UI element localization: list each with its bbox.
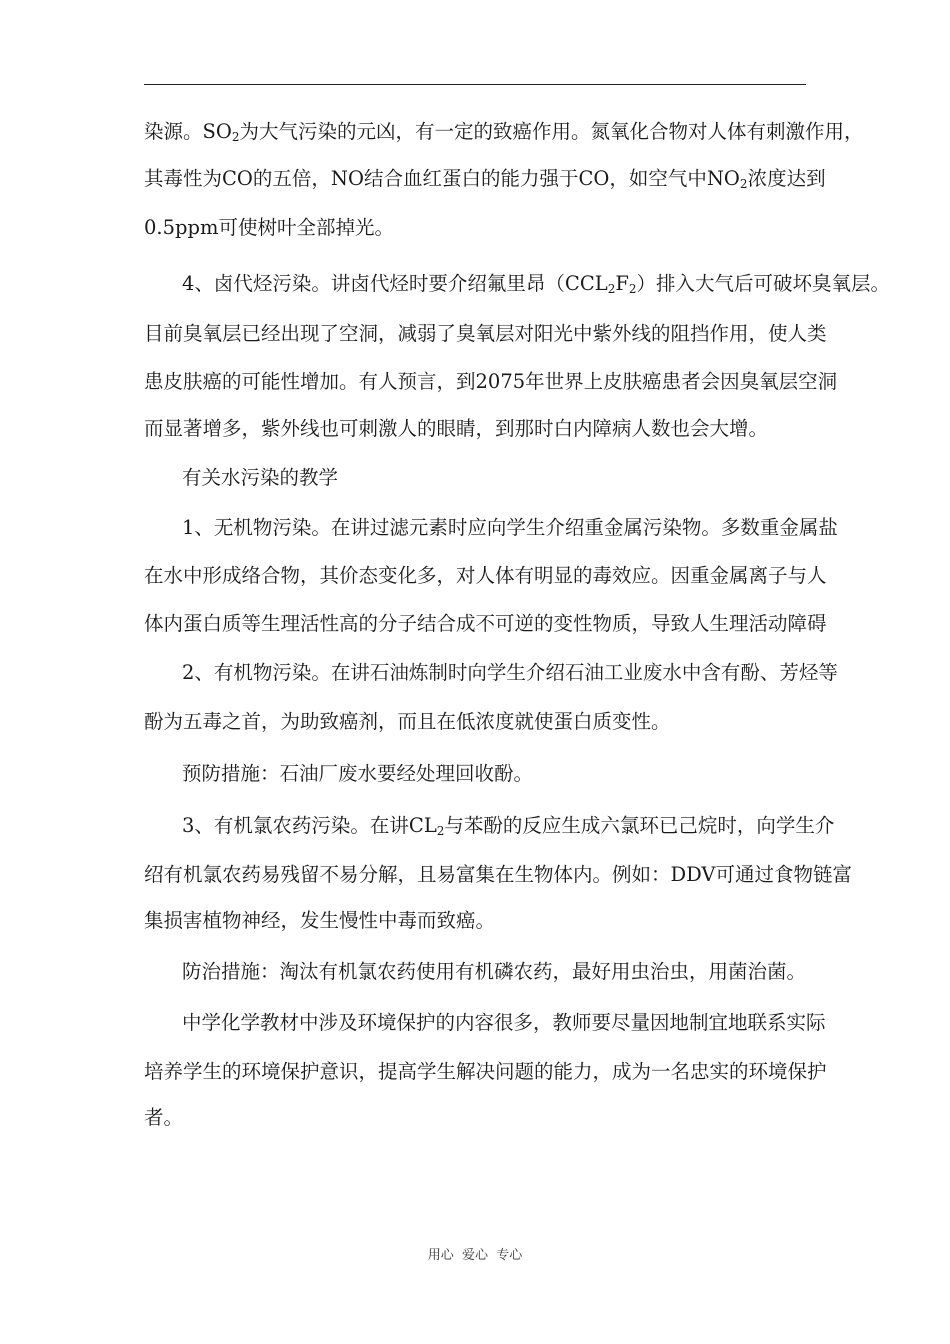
text-run: 体内蛋白质等生理活性高的分子结合成不可逆的变性物质，导致人生理活动障碍 [144, 612, 827, 635]
text-line [144, 214, 394, 242]
paragraph-first-line [182, 812, 834, 840]
text-line [144, 165, 826, 193]
text-run: 酚为五毒之首，为助致癌剂，而且在低浓度就使蛋白质变性。 [144, 710, 671, 733]
page-footer: 用心 爱心 专心 [427, 1248, 523, 1263]
section-heading [182, 464, 338, 492]
text-run: 预防措施：石油厂废水要经处理回收酚。 [182, 762, 534, 785]
text-run: 3、有机氯农药污染。在讲CL [182, 814, 437, 837]
text-line [144, 610, 827, 638]
text-run: 者。 [144, 1106, 184, 1129]
text-run: F [615, 272, 629, 295]
paragraph-first-line [182, 659, 838, 687]
text-line [144, 907, 495, 935]
text-line [144, 415, 768, 443]
text-run: 为大气污染的元凶，有一定的致癌作用。氮氧化合物对人体有刺激作用， [239, 120, 864, 143]
text-line [144, 1058, 827, 1086]
text-line [144, 1104, 183, 1132]
text-run: 绍有机氯农药易残留不易分解，且易富集在生物体内。例如：DDV可通过食物链富 [144, 863, 853, 886]
text-run: 中学化学教材中涉及环境保护的内容很多，教师要尽量因地制宜地联系实际 [182, 1011, 826, 1034]
text-line [144, 708, 671, 736]
text-line [144, 861, 852, 889]
text-run: 培养学生的环境保护意识，提高学生解决问题的能力，成为一名忠实的环境保护 [144, 1060, 827, 1083]
subscript: 2 [739, 177, 748, 191]
text-line [144, 320, 827, 348]
text-run: 集损害植物神经，发生慢性中毒而致癌。 [144, 909, 496, 932]
text-line [144, 368, 837, 396]
paragraph-first-line [182, 760, 533, 788]
text-run: 1、无机物污染。在讲过滤元素时应向学生介绍重金属污染物。多数重金属盐 [182, 516, 838, 539]
paragraph-first-line [182, 514, 838, 542]
paragraph-first-line [182, 1009, 826, 1037]
text-run: 目前臭氧层已经出现了空洞，减弱了臭氧层对阳光中紫外线的阻挡作用，使人类 [144, 322, 827, 345]
subscript: 2 [436, 824, 445, 838]
text-line [144, 562, 827, 590]
paragraph-first-line [182, 270, 890, 298]
text-run: 0.5ppm可使树叶全部掉光。 [144, 216, 394, 239]
text-run: 防治措施：淘汰有机氯农药使用有机磷农药，最好用虫治虫，用菌治菌。 [182, 960, 807, 983]
header-rule [144, 84, 806, 85]
text-run: 染源。SO [144, 120, 232, 143]
text-run: 而显著增多，紫外线也可刺激人的眼睛，到那时白内障病人数也会大增。 [144, 417, 769, 440]
text-run: 2、有机物污染。在讲石油炼制时向学生介绍石油工业废水中含有酚、芳烃等 [182, 661, 838, 684]
subscript: 2 [231, 130, 240, 144]
text-line [144, 118, 864, 146]
text-run: 4、卤代烃污染。讲卤代烃时要介绍氟里昂（CCL [182, 272, 608, 295]
text-run: 浓度达到 [747, 167, 826, 190]
subscript: 2 [628, 282, 637, 296]
subscript: 2 [607, 282, 616, 296]
text-run: ）排入大气后可破坏臭氧层。 [636, 272, 891, 295]
text-run: 患皮肤癌的可能性增加。有人预言，到2075年世界上皮肤癌患者会因臭氧层空洞 [144, 370, 838, 393]
text-run: 在水中形成络合物，其价态变化多，对人体有明显的毒效应。因重金属离子与人 [144, 564, 827, 587]
text-run: 有关水污染的教学 [182, 466, 339, 489]
text-run: 与苯酚的反应生成六氯环已己烷时，向学生介 [444, 814, 835, 837]
paragraph-first-line [182, 958, 806, 986]
text-run: 其毒性为CO的五倍，NO结合血红蛋白的能力强于CO，如空气中NO [144, 167, 740, 190]
